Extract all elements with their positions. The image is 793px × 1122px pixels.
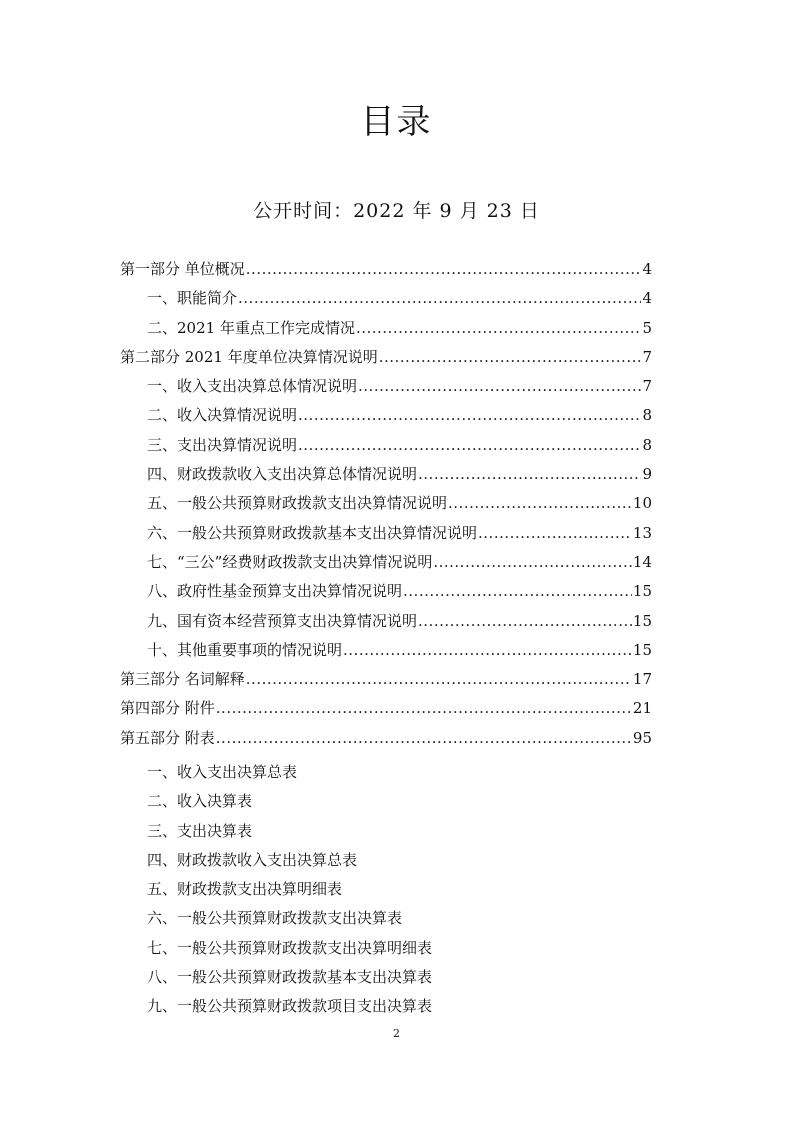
toc-entry[interactable] <box>120 607 652 636</box>
toc-entry-label: 十、其他重要事项的情况说明 <box>147 640 343 659</box>
toc-dot-leader <box>216 694 632 723</box>
toc-entry-page: 7 <box>642 347 652 366</box>
toc-entry-page: 15 <box>632 582 652 601</box>
page-number: 2 <box>393 1027 400 1040</box>
toc-entry-page: 21 <box>632 699 652 718</box>
appendix-item: 二、收入决算表 <box>147 792 253 811</box>
appendix-item: 一、收入支出决算总表 <box>147 763 298 781</box>
table-of-contents <box>120 255 652 753</box>
publish-date: 公开时间：2022 年 9 月 23 日 <box>253 200 540 222</box>
toc-dot-leader <box>418 460 641 489</box>
toc-dot-leader <box>478 519 632 548</box>
toc-entry-page: 7 <box>642 377 652 396</box>
toc-entry[interactable] <box>120 372 652 401</box>
toc-entry-page: 8 <box>642 406 652 425</box>
toc-entry[interactable] <box>120 548 652 577</box>
appendix-item: 四、财政拨款收入支出决算总表 <box>147 850 358 869</box>
toc-entry-label: 二、2021 年重点工作完成情况 <box>147 318 355 337</box>
toc-entry-page: 10 <box>632 494 652 513</box>
toc-entry-page: 13 <box>632 523 652 542</box>
toc-entry-label: 一、收入支出决算总体情况说明 <box>147 377 358 396</box>
appendix-item: 九、一般公共预算财政拨款项目支出决算表 <box>147 997 433 1016</box>
appendix-item: 八、一般公共预算财政拨款基本支出决算表 <box>147 968 433 987</box>
toc-entry[interactable] <box>120 255 652 284</box>
toc-entry-label: 九、国有资本经营预算支出决算情况说明 <box>147 611 418 630</box>
toc-entry[interactable] <box>120 401 652 430</box>
toc-entry[interactable] <box>120 284 652 313</box>
appendix-item: 七、一般公共预算财政拨款支出决算明细表 <box>147 938 433 957</box>
toc-dot-leader <box>356 314 642 343</box>
toc-entry[interactable] <box>120 724 652 753</box>
toc-entry-label: 四、财政拨款收入支出决算总体情况说明 <box>147 465 418 484</box>
appendix-item: 五、财政拨款支出决算明细表 <box>147 880 343 899</box>
toc-dot-leader <box>433 548 632 577</box>
toc-entry[interactable] <box>120 519 652 548</box>
toc-entry-page: 4 <box>642 260 652 278</box>
toc-dot-leader <box>238 284 641 313</box>
toc-dot-leader <box>246 665 632 694</box>
toc-entry[interactable] <box>120 343 652 372</box>
page-title: 目录 <box>360 102 433 142</box>
toc-entry-label: 一、职能简介 <box>147 289 238 308</box>
toc-entry-page: 15 <box>632 640 652 659</box>
toc-entry-page: 17 <box>632 670 652 689</box>
toc-dot-leader <box>448 489 632 518</box>
toc-entry[interactable] <box>120 636 652 665</box>
toc-entry-page: 8 <box>642 435 652 454</box>
toc-entry-label: 八、政府性基金预算支出决算情况说明 <box>147 582 403 601</box>
appendix-item: 三、支出决算表 <box>147 821 253 840</box>
toc-entry[interactable] <box>120 460 652 489</box>
toc-entry-label: 第五部分 附表 <box>120 728 215 747</box>
toc-entry[interactable] <box>120 694 652 723</box>
appendix-item: 六、一般公共预算财政拨款支出决算表 <box>147 909 403 928</box>
toc-dot-leader <box>418 607 632 636</box>
toc-entry-page: 4 <box>642 289 652 308</box>
toc-dot-leader <box>246 255 642 284</box>
toc-entry[interactable] <box>120 665 652 694</box>
toc-dot-leader <box>216 724 632 753</box>
toc-dot-leader <box>343 636 632 665</box>
toc-entry-label: 三、支出决算情况说明 <box>147 435 298 454</box>
toc-entry-label: 七、“三公”经费财政拨款支出决算情况说明 <box>147 552 433 571</box>
toc-entry-page: 95 <box>632 728 652 747</box>
toc-entry-label: 第三部分 名词解释 <box>120 670 245 689</box>
toc-entry[interactable] <box>120 489 652 518</box>
toc-entry-page: 14 <box>632 552 652 571</box>
toc-entry-label: 六、一般公共预算财政拨款基本支出决算情况说明 <box>147 523 478 542</box>
toc-entry[interactable] <box>120 314 652 343</box>
appendix-list <box>147 758 652 1022</box>
toc-dot-leader <box>379 343 642 372</box>
toc-entry[interactable] <box>120 577 652 606</box>
toc-entry-label: 第四部分 附件 <box>120 699 215 718</box>
toc-dot-leader <box>298 431 641 460</box>
toc-entry-label: 二、收入决算情况说明 <box>147 406 298 425</box>
toc-entry-page: 15 <box>632 611 652 630</box>
toc-entry-label: 五、一般公共预算财政拨款支出决算情况说明 <box>147 494 448 513</box>
toc-entry-page: 5 <box>642 318 652 337</box>
toc-entry-label: 第一部分 单位概况 <box>120 260 245 278</box>
toc-dot-leader <box>403 577 632 606</box>
toc-dot-leader <box>298 401 641 430</box>
toc-dot-leader <box>358 372 641 401</box>
toc-entry-page: 9 <box>642 465 652 484</box>
toc-entry-label: 第二部分 2021 年度单位决算情况说明 <box>120 347 378 366</box>
toc-entry[interactable] <box>120 431 652 460</box>
